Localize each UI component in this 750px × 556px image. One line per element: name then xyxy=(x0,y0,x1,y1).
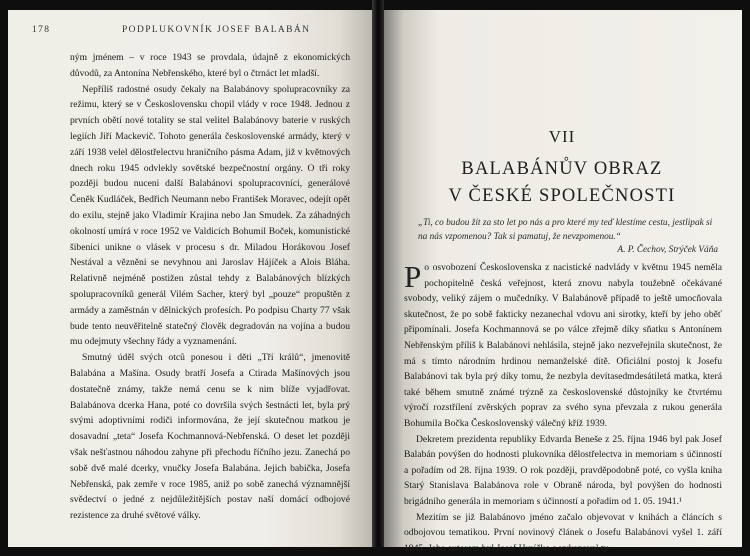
paragraph-text: o osvobození Československa z nacistické nadvlády v květnu 1945 neměla pochopitelně česká veřejnost, která znovu nabyla toužebně očekávané svobody, veliký zájem o mučedníky. V Balabánově případě to ještě umocňovala skutečnost, že po sobě fakticky nezanechal vdovu ani sirotky, kteří by jeho oběť připomínali. Josefa Kochmannová se po válce zřejmě díky sňatku s Antonínem Nebřenským příliš k Balabánovi nehlásila, stejně jako nezveřejnila skutečnost, že má s tímto národním hrdinou nemanželské dítě. Oficiální postoj k Josefu Balabánovi tak byla prý díky tomu, že nezbyla devítasedmdesátiletá matka, která také během smutně známé trýzně za československé důstojníky ke čtvrtému výročí rozstřílení zvěrských poprav za svého syna převzala z rukou generála Bohumila Bočka Československý válečný kříž 1939. xyxy=(404,262,722,429)
paragraph: Nepříliš radostné osudy čekaly na Balabánovy spolupracovníky za režimu, který se v Československu chopil vlády v roce 1948. Jednou z prvních obětí nové totality se stal velitel Balabánovy baterie v ruských legiích Jiří Mackevič. Tohoto generála československé armády, který v září 1938 velel dělostřelectvu hraničního pásma Adam, již v květnových dnech roku 1945 odvlekly sovětské bezpečnostní orgány. O tři roky později budou nuceni další Balabánovi spolupracovníci, generálové Čeněk Kudláček, Bedřich Neumann nebo František Moravec, odejít opět do exilu, stejně jako Vladimír Krajina nebo Jan Smudek. Za záhadných okolností umírá v roce 1952 ve Valdicích Bohumil Boček, komunistické šibenici unikne o vlásek v procesu s dr. Miladou Horákovou Josef Nestával a vězněni se nevyhnou ani Jaroslav Hájíček a Alois Bláha. Relativně nejméně postižen zůstal tehdy z Balabánových blízkých spolupracovníků generál Vilém Sacher, který byl „pouze“ propuštěn z armády a zaměstnán v dělnických profesích. Po podpisu Charty 77 však bude tento neuvěřitelně statečný člověk degradován na vojína a budou mu odejmuty všechny řády a vyznamenání. xyxy=(70,82,350,351)
paragraph: Mezitím se již Balabánovo jméno začalo objevovat v knihách a článcích s odbojovou tematikou. První novinový článek o Josefu Balabánovi vyšel 1. září 1945. Jeho autorem byl Josef Hrníčko a vykazoval ty- xyxy=(404,510,722,556)
left-page xyxy=(8,10,374,547)
chapter-title xyxy=(402,156,722,210)
epigraph xyxy=(418,217,718,258)
right-page xyxy=(382,10,742,547)
paragraph: Smutný úděl svých otců ponesou i děti „Tří králů“, jmenovitě Balabána a Mašína. Osudy bratří Josefa a Ctirada Mašínových jsou dostatečně známy, takže nemá cenu se k nim blíže vyjadřovat. Balabánova dcerka Hana, poté co dovršila svých šestnácti let, byla prý svými adoptivními rodiči informována, že její skutečnou matkou je dosavadní „teta“ Josefa Kochmannová-Nebřenská. O deset let později však nešťastnou náhodou zahyne při přechodu říčního jezu. Zanechá po sobě dvě malé dcerky, vnučky Josefa Balabána. Jejich babička, Josefa Nebřenská, pak zemře v roce 1985, aniž po sobě zanechá významnější svědectví o jedné z nejdůležitějších postav naší domácí odbojové rezistence za druhé světové války. xyxy=(70,350,350,524)
drop-cap: P xyxy=(404,263,421,290)
page-number: 178 xyxy=(32,25,50,35)
epigraph-text: „Ti, co budou žít za sto let po nás a pro které my teď klestíme cestu, jestlipak si na nás vzpomenou? Tak si pamatuj, že nevzpomenou.“ xyxy=(418,217,718,244)
paragraph xyxy=(404,260,722,432)
book-gutter xyxy=(372,0,384,547)
chapter-title-line: V ČESKÉ SPOLEČNOSTI xyxy=(402,183,722,210)
paragraph: Dekretem prezidenta republiky Edvarda Beneše z 25. října 1946 byl pak Josef Balabán povýšen do hodnosti plukovníka dělostřelectva in memoriam s účinností a pořadím od 28. října 1939. O rok později, pravděpodobně poté, co vyšla kniha Starý Stanislava Balabánova role v Obraně národa, byl povýšen do hodnosti brigádního generála in memoriam s účinností a pořadím od 1. 05. 1941.¹ xyxy=(404,432,722,510)
paragraph: ným jménem – v roce 1943 se provdala, údajně z ekonomických důvodů, za Antonína Nebřenského, které byl o čtrnáct let mladší. xyxy=(70,50,350,82)
running-head: PODPLUKOVNÍK JOSEF BALABÁN xyxy=(122,25,310,35)
right-page-body xyxy=(404,260,722,556)
chapter-title-line: BALABÁNŮV OBRAZ xyxy=(402,156,722,183)
left-page-body xyxy=(70,50,350,524)
chapter-number: VII xyxy=(382,127,742,147)
epigraph-attribution: A. P. Čechov, Strýček Váňa xyxy=(418,244,718,258)
